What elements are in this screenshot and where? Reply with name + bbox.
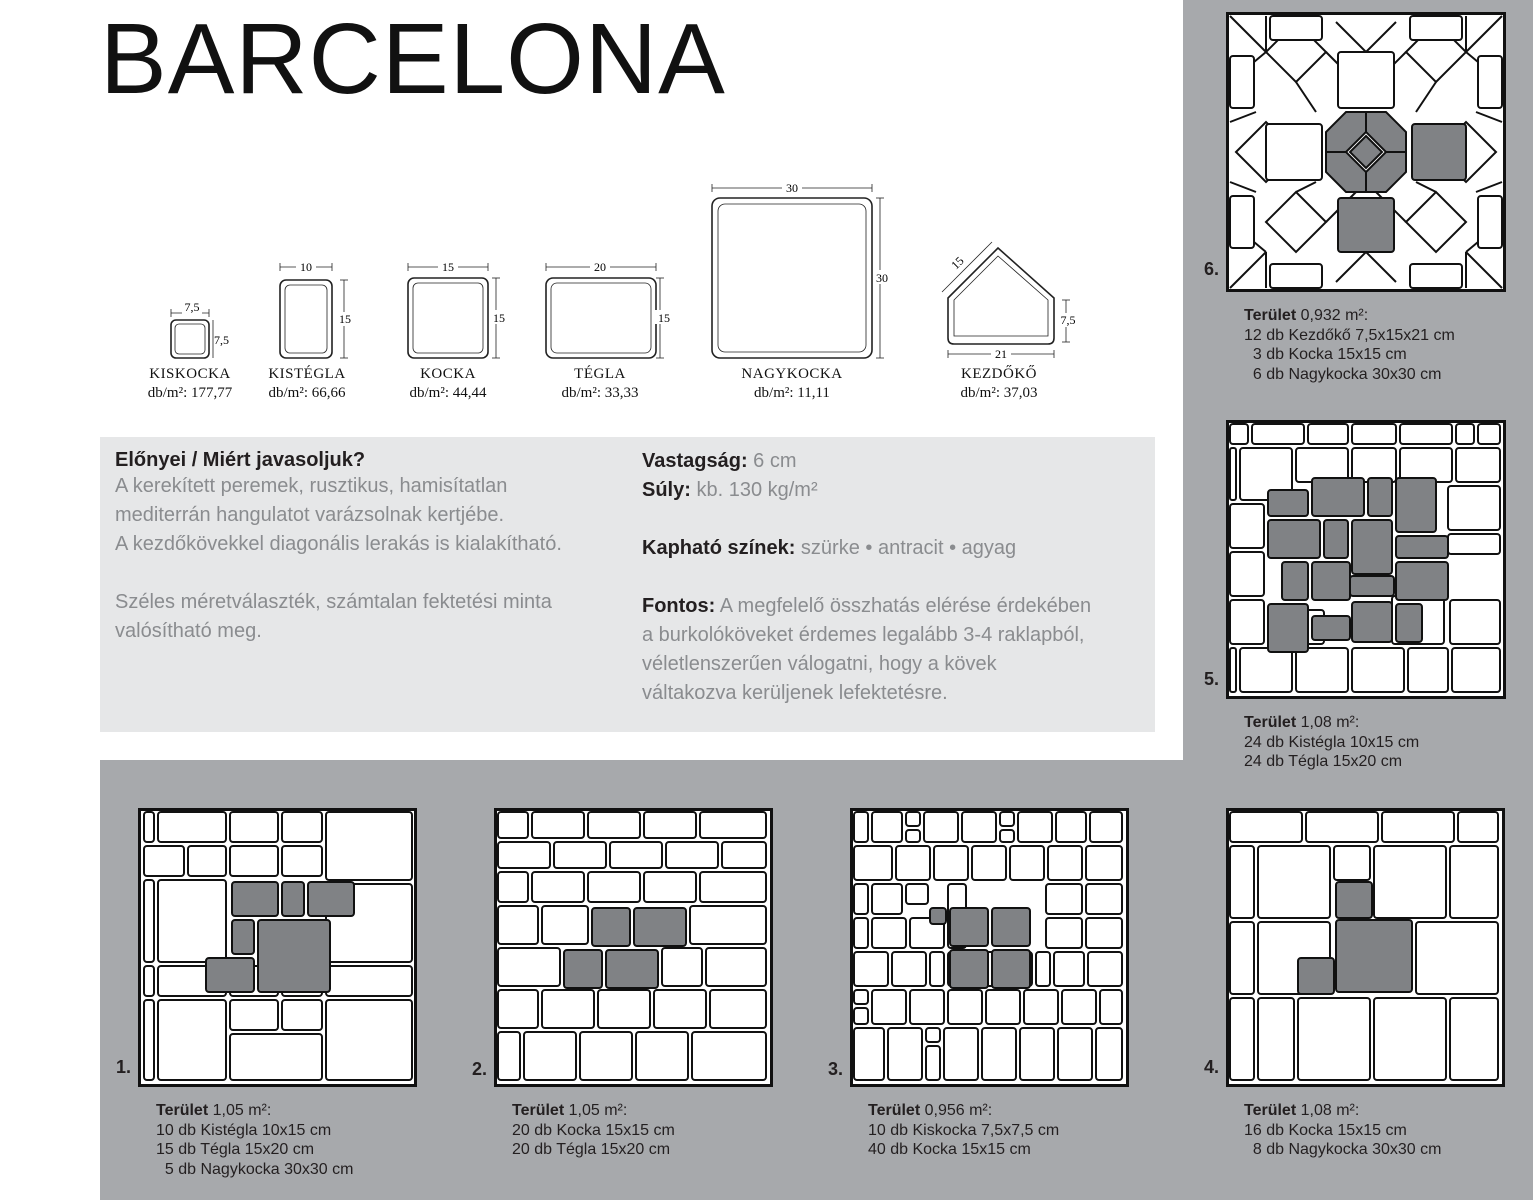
stone-db-kocka: db/m²: 44,44 [409,385,487,401]
pattern-number: 3. [828,1059,844,1079]
pattern-4 [1226,808,1505,1087]
stone-name-kiskocka: KISKOCKA [149,366,231,382]
important-line: a burkolóköveket érdemes legalább 3-4 raklapból, [642,624,1085,646]
dim-tegla-w: 20 [594,260,606,274]
legend-item: 16 db Kocka 15x15 cm [1244,1121,1407,1139]
pattern-legend [512,1101,675,1160]
area-value: 0,956 m²: [924,1102,993,1119]
weight-value: kb. 130 kg/m² [696,479,818,501]
important-label: Fontos: [642,595,716,617]
pattern-2 [494,808,773,1087]
important-line: váltakozva kerüljenek lefektetésre. [642,682,948,704]
area-label: Terület [1244,1102,1297,1119]
dim-tegla-h: 15 [658,311,670,325]
legend-item: 5 db Nagykocka 30x30 cm [156,1160,354,1178]
legend-item: 24 db Tégla 15x20 cm [1244,753,1403,770]
stone-name-nagykocka: NAGYKOCKA [741,366,843,382]
dim-kocka-h: 15 [493,311,505,325]
pattern-legend [1244,1101,1441,1160]
thickness-label: Vastagság: [642,450,748,472]
stone-diagrams [100,170,1180,370]
dim-kiskocka-w: 7,5 [184,300,200,314]
area-label: Terület [512,1102,565,1119]
pattern-6 [1226,12,1506,292]
legend-item: 6 db Nagykocka 30x30 cm [1244,365,1442,383]
area-label: Terület [1244,714,1297,731]
stone-db-tegla: db/m²: 33,33 [561,385,639,401]
pattern-number: 2. [472,1059,488,1079]
legend-item: 24 db Kistégla 10x15 cm [1244,733,1420,751]
important-line: véletlenszerűen válogatni, hogy a kövek [642,653,997,675]
area-value: 0,932 m²: [1300,307,1369,324]
legend-item: 15 db Tégla 15x20 cm [156,1141,315,1158]
legend-item: 20 db Tégla 15x20 cm [512,1141,671,1158]
area-value: 1,08 m²: [1300,1102,1360,1119]
legend-item: 12 db Kezdőkő 7,5x15x21 cm [1244,326,1455,344]
nagykocka-shape [712,198,872,358]
area-label: Terület [868,1102,921,1119]
advantages-heading: Előnyei / Miért javasoljuk? [115,449,366,471]
area-label: Terület [1244,307,1297,324]
pattern-number: 4. [1204,1057,1220,1077]
stone-name-tegla: TÉGLA [574,366,626,382]
stone-name-kocka: KOCKA [420,366,476,382]
dim-kistegla-h: 15 [339,312,351,326]
pattern-legend [1244,306,1455,384]
legend-item: 8 db Nagykocka 30x30 cm [1244,1141,1442,1158]
important-line: A megfelelő összhatás elérése érdekében [719,595,1092,617]
colors-value: szürke • antracit • agyag [800,537,1017,559]
stone-db-kistegla: db/m²: 66,66 [268,385,346,401]
pattern-legend [1244,713,1419,772]
dim-kiskocka-h: 7,5 [214,333,229,347]
advantages-line: A kerekített peremek, rusztikus, hamisítatlan [115,475,508,497]
dim-kocka-w: 15 [442,260,454,274]
legend-item: 40 db Kocka 15x15 cm [868,1141,1031,1158]
pattern-legend [868,1101,1059,1160]
stone-db-kezdoko: db/m²: 37,03 [960,385,1038,401]
stone-name-kezdoko: KEZDŐKŐ [961,366,1037,382]
variety-line: Széles méretválaszték, számtalan fektetési minta [115,591,552,613]
dim-nagykocka-w: 30 [786,181,798,195]
dim-kezdoko-h: 7,5 [1060,313,1076,327]
tegla-shape [546,278,656,358]
kistegla-shape [280,280,332,358]
area-label: Terület [156,1102,209,1119]
stone-db-kiskocka: db/m²: 177,77 [147,385,233,401]
variety-line: valósítható meg. [115,620,262,642]
kocka-shape [408,278,488,358]
weight-label: Súly: [642,479,691,501]
advantages-line: mediterrán hangulatot varázsolnak kertjébe. [115,504,505,526]
dim-kezdoko-side: 15 [948,253,967,273]
dim-kistegla-w: 10 [300,260,312,274]
dim-kezdoko-w: 21 [995,347,1007,361]
pattern-1 [138,808,417,1087]
page-title: BARCELONA [100,3,726,115]
area-value: 1,05 m²: [212,1102,272,1119]
stone-db-nagykocka: db/m²: 11,11 [754,385,830,401]
stone-name-kistegla: KISTÉGLA [268,366,346,382]
pattern-legend [156,1101,353,1179]
pattern-number: 5. [1204,669,1220,689]
thickness-value: 6 cm [753,450,797,472]
info-box [100,437,1155,732]
dim-nagykocka-h: 30 [876,271,888,285]
area-value: 1,08 m²: [1300,714,1360,731]
legend-item: 10 db Kiskocka 7,5x7,5 cm [868,1121,1060,1139]
colors-label: Kapható színek: [642,537,796,559]
legend-item: 3 db Kocka 15x15 cm [1244,346,1407,363]
legend-item: 10 db Kistégla 10x15 cm [156,1121,332,1139]
pattern-3 [850,808,1129,1087]
area-value: 1,05 m²: [568,1102,628,1119]
pattern-number: 6. [1204,259,1220,279]
advantages-line: A kezdőkövekkel diagonális lerakás is kialakítható. [115,533,562,555]
pattern-5 [1226,420,1506,699]
pattern-number: 1. [116,1057,132,1077]
kiskocka-shape [171,320,209,358]
legend-item: 20 db Kocka 15x15 cm [512,1121,675,1139]
